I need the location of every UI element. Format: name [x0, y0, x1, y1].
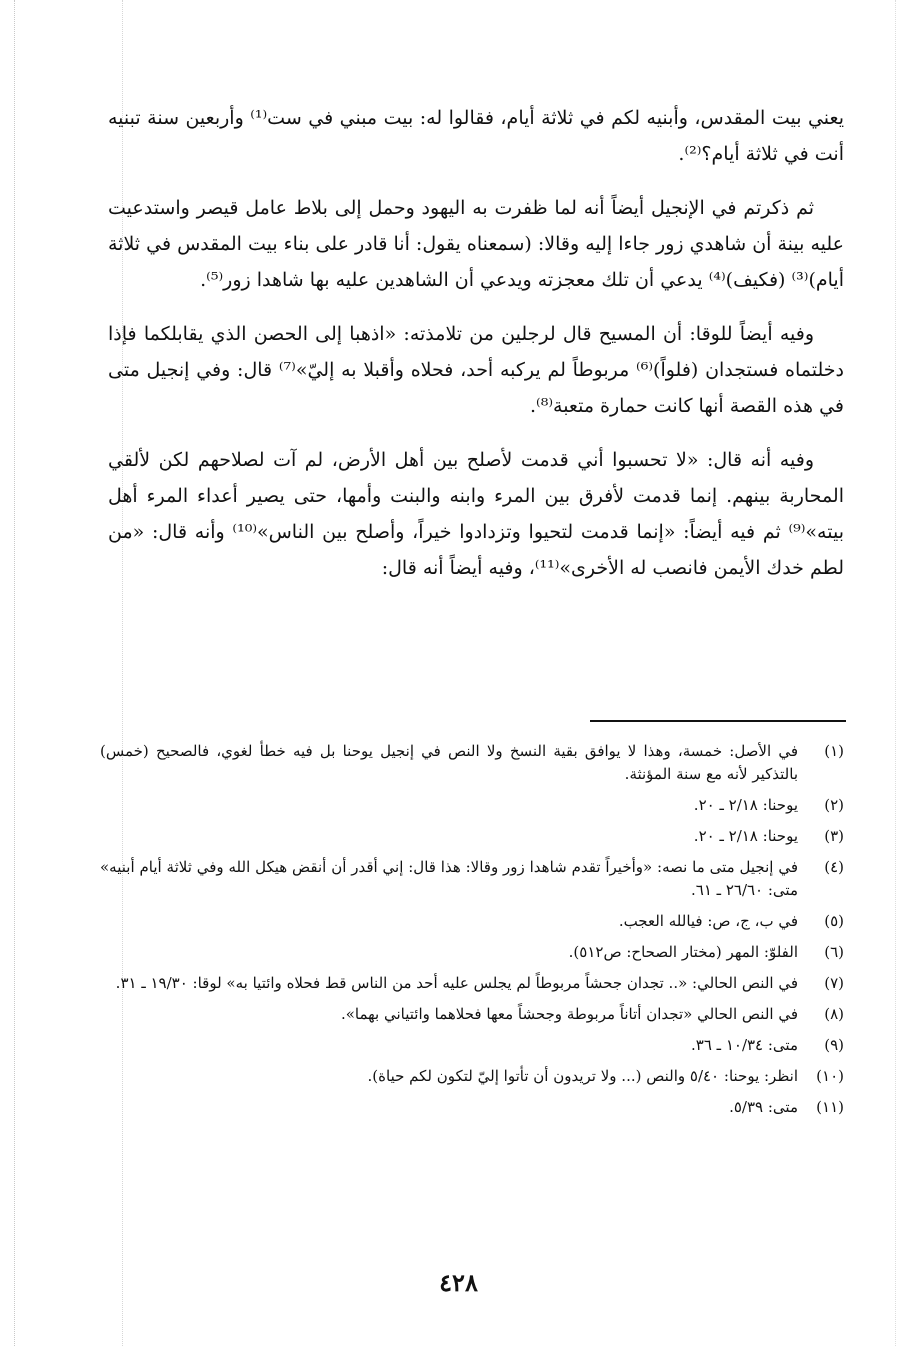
footnote-number: (٨): [824, 1005, 844, 1023]
footnote-text: في ب، ج، ص: فيالله العجب.: [618, 912, 798, 930]
paragraph: يعني بيت المقدس، وأبنيه لكم في ثلاثة أيام، فقالوا له: بيت مبني في ست⁽¹⁾ وأربعين سنة تبنيه أنت في ثلاثة أيام؟⁽²⁾.: [108, 107, 844, 165]
scan-guide-line: [14, 0, 15, 1346]
footnote: [100, 1003, 844, 1026]
footnote-text: في الأصل: خمسة، وهذا لا يوافق بقية النسخ ولا النص في إنجيل يوحنا بل فيه خطأ لغوي، فالصحيح (خمس) بالتذكير لأنه مع سنة المؤنثة.: [100, 742, 798, 783]
footnote-number: (٣): [824, 827, 844, 845]
footnote-number: (٥): [824, 912, 844, 930]
footnote: [100, 1096, 844, 1119]
footnote: [100, 856, 844, 902]
footnote-text: متى: ١٠/٣٤ ـ ٣٦.: [690, 1036, 798, 1054]
footnote-text: يوحنا: ٢/١٨ ـ ٢٠.: [693, 827, 798, 845]
footnote-text: انظر: يوحنا: ٥/٤٠ والنص (... ولا تريدون أن تأتوا إليّ لتكون لكم حياة).: [367, 1067, 798, 1085]
scan-guide-line: [895, 0, 896, 1346]
paragraph: وفيه أنه قال: «لا تحسبوا أني قدمت لأصلح بين أهل الأرض، لم آت لصلاحهم لكن لألقي المحاربة بينهم. إنما قدمت لأفرق بين المرء وابنه والبنت وأمها، حتى يصير أعداء المرء أهل بيته»⁽⁹⁾ ثم فيه أيضاً: «إنما قدمت لتحيوا وتزدادوا خيراً، وأصلح بين الناس»⁽¹⁰⁾ وأنه قال: «من لطم خدك الأيمن فانصب له الأخرى»⁽¹¹⁾، وفيه أيضاً أنه قال:: [108, 449, 844, 579]
footnote-text: متى: ٥/٣٩.: [729, 1098, 798, 1116]
footnote-number: (١٠): [816, 1067, 844, 1085]
footnote-number: (٢): [824, 796, 844, 814]
paragraph: ثم ذكرتم في الإنجيل أيضاً أنه لما ظفرت به اليهود وحمل إلى بلاط عامل قيصر واستدعيت عليه بينة أن شاهدي زور جاءا إليه وقالا: (سمعناه يقول: أنا قادر على بناء بيت المقدس في ثلاثة أيام)⁽³⁾ (فكيف)⁽⁴⁾ يدعي أن تلك معجزته ويدعي أن الشاهدين عليه بها شاهدا زور⁽⁵⁾.: [108, 197, 844, 291]
footnote-number: (٧): [824, 974, 844, 992]
footnote-number: (٩): [824, 1036, 844, 1054]
footnote-number: (١١): [816, 1098, 844, 1116]
footnote: [100, 910, 844, 933]
footnote: [100, 825, 844, 848]
footnote-text: في النص الحالي «تجدان أتاناً مربوطة وجحشاً معها فحلاهما وائتياني بهما».: [340, 1005, 798, 1023]
footnote: [100, 1034, 844, 1057]
footnote: [100, 794, 844, 817]
main-text: [108, 100, 844, 604]
footnote-number: (٤): [824, 858, 844, 876]
footnote: [100, 1065, 844, 1088]
footnote: [100, 941, 844, 964]
footnote-text: في إنجيل متى ما نصه: «وأخيراً تقدم شاهدا زور وقالا: هذا قال: إني أقدر أن أنقض هيكل الله وفي ثلاثة أيام أبنيه» متى: ٢٦/٦٠ ـ ٦١.: [100, 858, 798, 899]
footnote-text: في النص الحالي: «.. تجدان جحشاً مربوطاً لم يجلس عليه أحد من الناس قط فحلاه وائتيا به» لوقا: ١٩/٣٠ ـ ٣١.: [115, 974, 798, 992]
footnote: [100, 740, 844, 786]
paragraph: وفيه أيضاً للوقا: أن المسيح قال لرجلين من تلامذته: «اذهبا إلى الحصن الذي يقابلكما فإذا دخلتماه فستجدان (فلواً)⁽⁶⁾ مربوطاً لم يركبه أحد، فحلاه وأقبلا به إليّ»⁽⁷⁾ قال: وفي إنجيل متى في هذه القصة أنها كانت حمارة متعبة⁽⁸⁾.: [108, 323, 845, 417]
footnotes: [100, 740, 844, 1127]
footnote-text: يوحنا: ٢/١٨ ـ ٢٠.: [693, 796, 798, 814]
footnote: [100, 972, 844, 995]
footnote-separator: [590, 720, 846, 722]
footnote-number: (٦): [824, 943, 844, 961]
footnote-text: الفلوّ: المهر (مختار الصحاح: ص٥١٢).: [568, 943, 798, 961]
page-number: ٤٢٨: [439, 1268, 478, 1297]
footnote-number: (١): [824, 742, 844, 760]
